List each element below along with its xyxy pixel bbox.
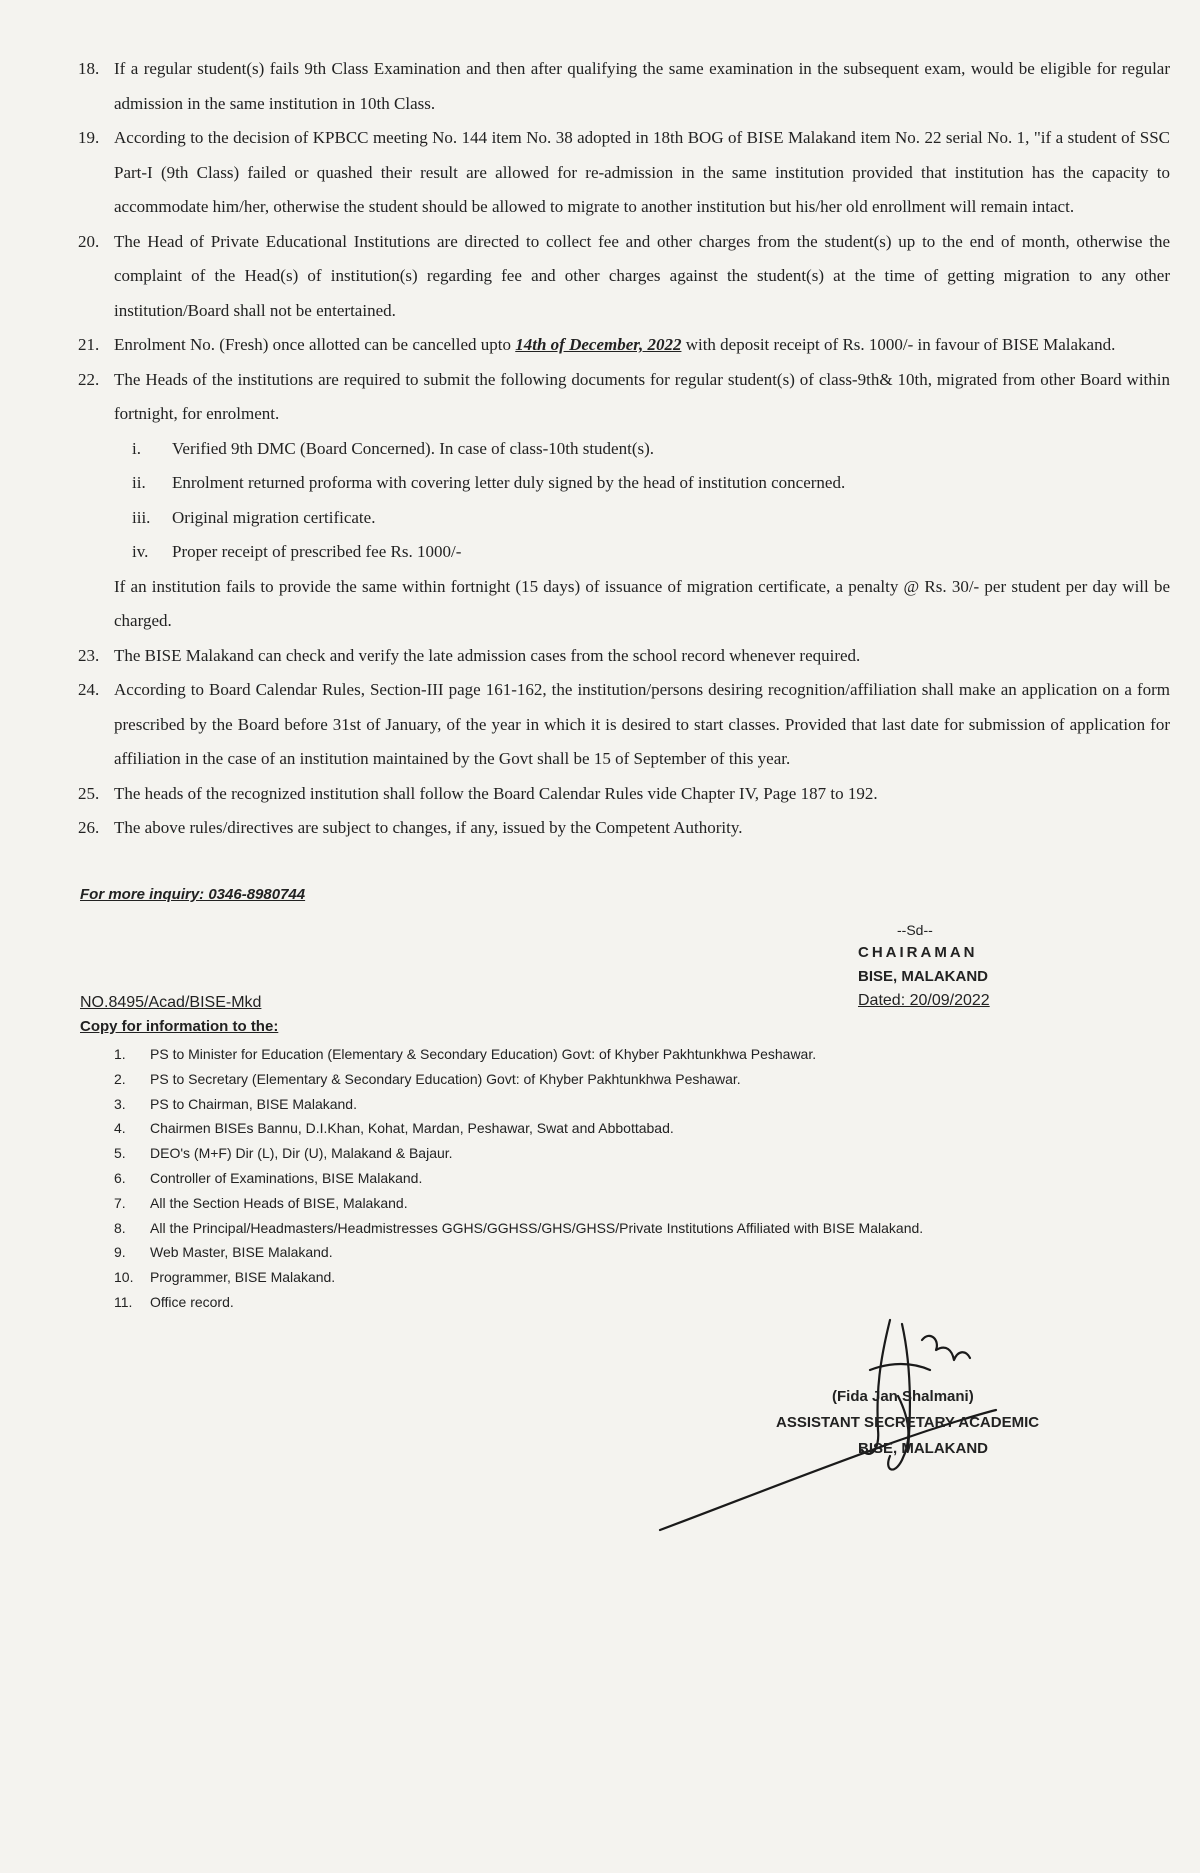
recipient-item [114,1067,923,1092]
document-number: iv. [132,542,149,561]
document-number: iii. [132,507,151,527]
recipient-text: All the Principal/Headmasters/Headmistresses GGHS/GGHSS/GHS/GHSS/Private Institutions Affiliated with BISE Malakand. [150,1219,924,1236]
document-text: Original migration certificate. [172,507,376,527]
signatory-name: (Fida Jan Shalmani) [832,1388,974,1405]
rule-number: 20. [78,231,100,251]
rule-text: The Head of Private Educational Institutions are directed to collect fee and other charges from the student(s) up to the end of month, otherwise the complaint of the Head(s) of institution(s) regarding fee and other charges against the student(s) at the time of getting migration to any other institution/Board shall not be entertained. [114,231,1170,320]
rule-number: 19. [78,128,100,147]
rule-item [78,777,1170,812]
rule-item [78,639,1170,674]
rule-22-intro: The Heads of the institutions are required to submit the following documents for regular student(s) of class-9th& 10th, migrated from other Board within fortnight, for enrolment. [114,369,1170,423]
recipient-number: 3. [114,1095,126,1112]
rule-item [78,121,1170,225]
rule-text: If a regular student(s) fails 9th Class Examination and then after qualifying the same examination in the subsequent exam, would be eligible for regular admission in the same institution in 10th Class. [114,59,1170,113]
rules-list [78,52,1170,846]
recipient-item [114,1042,923,1067]
rule-item [78,328,1170,363]
rule-text [114,328,1170,363]
signed-mark: --Sd-- [897,922,933,938]
signatory-org: BISE, MALAKAND [858,1440,988,1457]
recipient-item [114,1116,923,1141]
recipient-item [114,1166,923,1191]
recipient-text: Controller of Examinations, BISE Malakand. [150,1169,423,1186]
recipient-text: DEO's (M+F) Dir (L), Dir (U), Malakand & Bajaur. [150,1145,453,1162]
document-text: Enrolment returned proforma with covering letter duly signed by the head of institution concerned. [172,473,846,492]
recipient-number: 2. [114,1070,126,1087]
rule-22-documents [114,432,1170,570]
document-item [114,466,1170,501]
rule-text: The above rules/directives are subject to changes, if any, issued by the Competent Authority. [114,818,743,837]
document-number: ii. [132,473,146,492]
chairman-title: CHAIRAMAN [858,944,978,961]
rule-text: The BISE Malakand can check and verify the late admission cases from the school record whenever required. [114,645,861,665]
rule-number: 18. [78,59,100,78]
recipient-number: 4. [114,1120,126,1137]
rule-text [114,363,1170,639]
document-date: Dated: 20/09/2022 [858,992,990,1009]
rule-22-penalty: If an institution fails to provide the same within fortnight (15 days) of issuance of migration certificate, a penalty @ Rs. 30/- per student per day will be charged. [114,576,1170,630]
rule-text: The heads of the recognized institution shall follow the Board Calendar Rules vide Chapter IV, Page 187 to 192. [114,783,878,803]
reference-number: NO.8495/Acad/BISE-Mkd [80,994,262,1011]
recipient-item [114,1191,923,1216]
rule-number: 23. [78,645,100,665]
recipient-number: 10. [114,1269,134,1286]
recipient-number: 8. [114,1219,126,1236]
document-number: i. [132,438,141,458]
document-item [114,432,1170,467]
rule-item [78,52,1170,121]
rule-item [78,363,1170,639]
rule-number: 22. [78,369,100,389]
recipient-text: Programmer, BISE Malakand. [150,1269,336,1286]
recipient-text: PS to Minister for Education (Elementary & Secondary Education) Govt: of Khyber Pakhtunkhwa Peshawar. [150,1046,817,1062]
document-text: Verified 9th DMC (Board Concerned). In case of class-10th student(s). [172,438,655,458]
recipient-number: 6. [114,1169,126,1186]
recipient-text: All the Section Heads of BISE, Malakand. [150,1194,408,1211]
rule-number: 25. [78,783,100,803]
document-text: Proper receipt of prescribed fee Rs. 1000/- [172,542,462,561]
rule-item [78,225,1170,329]
inquiry-contact: For more inquiry: 0346-8980744 [80,886,306,903]
recipient-item [114,1240,923,1265]
chairman-org: BISE, MALAKAND [858,968,988,985]
rule-number: 21. [78,335,100,354]
rule-text-before: Enrolment No. (Fresh) once allotted can be cancelled upto [114,335,516,354]
recipient-number: 11. [114,1293,133,1310]
rule-item [78,673,1170,777]
recipient-text: PS to Secretary (Elementary & Secondary Education) Govt: of Khyber Pakhtunkhwa Peshawar. [150,1070,741,1087]
rule-text-after: with deposit receipt of Rs. 1000/- in favour of BISE Malakand. [681,335,1116,354]
recipient-text: PS to Chairman, BISE Malakand. [150,1095,357,1112]
deadline-date: 14th of December, 2022 [515,335,682,354]
recipient-item [114,1265,923,1290]
recipient-item [114,1216,923,1241]
recipient-number: 1. [114,1046,126,1062]
recipient-text: Chairmen BISEs Bannu, D.I.Khan, Kohat, Mardan, Peshawar, Swat and Abbottabad. [150,1120,674,1137]
recipient-number: 5. [114,1145,126,1162]
rule-item [78,811,1170,846]
document-item [114,535,1170,570]
recipient-number: 9. [114,1244,126,1261]
copy-recipients [114,1042,923,1315]
rule-number: 26. [78,818,100,837]
signatory-title: ASSISTANT SECRETARY ACADEMIC [776,1414,1040,1431]
recipient-text: Web Master, BISE Malakand. [150,1244,333,1261]
recipient-item [114,1092,923,1117]
recipient-number: 7. [114,1194,126,1211]
recipient-item [114,1141,923,1166]
copy-heading: Copy for information to the: [80,1018,279,1035]
rule-text: According to Board Calendar Rules, Section-III page 161-162, the institution/persons desiring recognition/affiliation shall make an application on a form prescribed by the Board before 31st of January, of the year in which it is desired to start classes. Provided that last date for submission of application for affiliation in the case of an institution maintained by the Govt shall be 15 of September of this year. [114,680,1170,768]
document-item [114,501,1170,536]
rule-text: According to the decision of KPBCC meeting No. 144 item No. 38 adopted in 18th BOG of BISE Malakand item No. 22 serial No. 1, "if a student of SSC Part-I (9th Class) failed or quashed their result are allowed for re-admission in the same institution provided that institution has the capacity to accommodate him/her, otherwise the student should be allowed to migrate to another institution but his/her old enrollment will remain intact. [114,128,1170,216]
rule-number: 24. [78,680,100,699]
recipient-text: Office record. [150,1293,234,1310]
